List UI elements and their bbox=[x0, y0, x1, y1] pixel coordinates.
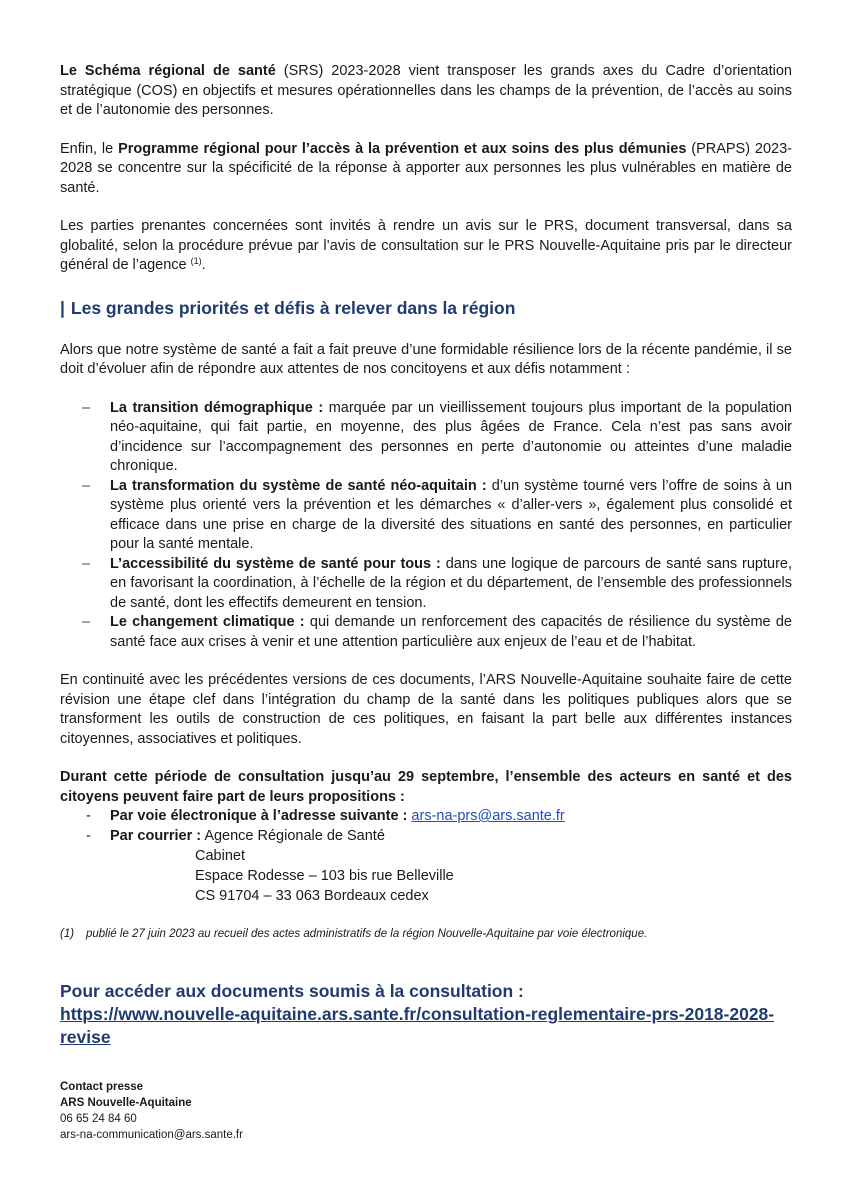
praps-prefix: Enfin, le bbox=[60, 140, 119, 157]
footnote bbox=[60, 926, 792, 942]
list-item bbox=[60, 477, 792, 555]
heading-bar: | bbox=[60, 297, 65, 318]
item-text: dans une logique de parcours de santé sans rupture, en favorisant la coordination, à l’échelle de la région et du département, de l’ensemble des professionnels de santé, dont les effectifs demeurent en tension. bbox=[110, 555, 792, 611]
dash-marker: – bbox=[82, 399, 91, 416]
praps-paragraph bbox=[60, 140, 792, 199]
access-section bbox=[60, 980, 792, 1049]
dash-marker: – bbox=[82, 614, 91, 630]
email-link[interactable]: ars-na-prs@ars.sante.fr bbox=[411, 808, 565, 824]
srs-title: Le Schéma régional de santé bbox=[60, 63, 276, 79]
email-method bbox=[60, 807, 792, 827]
mail-label: Par courrier : bbox=[110, 827, 202, 844]
list-item bbox=[60, 555, 792, 614]
item-text: qui demande un renforcement des capacités de résilience du système de santé face aux crises à venir et une attention particulière aux enjeux de l’eau et de l’habitat. bbox=[110, 614, 792, 650]
praps-title: Programme régional pour l’accès à la prévention et aux soins des plus démunies bbox=[118, 140, 687, 157]
postal-address bbox=[60, 846, 792, 906]
mail-line-1: Agence Régionale de Santé bbox=[204, 827, 385, 844]
stakeholders-paragraph bbox=[60, 217, 792, 276]
item-text: marquée par un vieillissement toujours plus important de la population néo-aquitaine, qui fait partie, en moyenne, des plus âgées de France. Cela n’est pas sans avoir d’incidence sur l’accompagnement des personnes en perte d’autonomie ou atteintes d’une maladie chronique. bbox=[110, 399, 792, 474]
heading-title: Les grandes priorités et défis à relever dans la région bbox=[70, 297, 516, 318]
contact-methods-list bbox=[60, 807, 792, 846]
item-title: Le changement climatique : bbox=[110, 614, 305, 630]
praps-text: (PRAPS) 2023-2028 se concentre sur la spécificité de la réponse à apporter aux personnes les plus vulnérables en matière de santé. bbox=[60, 140, 792, 196]
contact-phone: 06 65 24 84 60 bbox=[60, 1113, 137, 1125]
continuity-paragraph: En continuité avec les précédentes versions de ces documents, l’ARS Nouvelle-Aquitaine souhaite faire de cette révision une étape clef dans l’intégration du champ de la santé dans les politiques publiques alors que se transforment les outils de construction de ces politiques, en faisant la part belle aux différentes instances citoyennes, associatives et politiques. bbox=[60, 672, 792, 747]
srs-text: (SRS) 2023-2028 vient transposer les grands axes du Cadre d’orientation stratégique (COS) en objectifs et mesures opérationnelles dans les champs de la prévention, de l’accès au soins et de l’autonomie des personnes. bbox=[60, 63, 792, 118]
stakeholders-text: Les parties prenantes concernées sont invités à rendre un avis sur le PRS, document transversal, dans sa globalité, selon la procédure prévue par l’avis de consultation sur le PRS Nouvelle-Aquitaine pris par le directeur général de l’agence bbox=[60, 218, 792, 273]
access-title: Pour accéder aux documents soumis à la consultation : bbox=[60, 981, 524, 1001]
item-title: La transformation du système de santé néo-aquitain : bbox=[110, 477, 487, 494]
dash-marker: – bbox=[82, 477, 91, 494]
press-contact bbox=[60, 1079, 792, 1143]
document-page bbox=[60, 62, 792, 1143]
mail-line-2: Cabinet bbox=[195, 848, 245, 864]
item-text: d’un système tourné vers l’offre de soins à un système plus orienté vers la prévention et les démarches « d’aller-vers », également plus consolidé et efficace dans une prise en charge de la diversité des situations en santé des personnes, en particulier pour la santé mentale. bbox=[110, 477, 793, 552]
footnote-number: (1) bbox=[60, 928, 75, 940]
hyphen-marker: - bbox=[86, 827, 91, 844]
section-heading bbox=[60, 298, 792, 319]
dash-marker: – bbox=[82, 555, 91, 572]
mail-line-4: CS 91704 – 33 063 Bordeaux cedex bbox=[195, 888, 429, 904]
consultation-intro: Durant cette période de consultation jusqu’au 29 septembre, l’ensemble des acteurs en santé et des citoyens peuvent faire part de leurs propositions : bbox=[60, 769, 792, 805]
contact-email[interactable]: ars-na-communication@ars.sante.fr bbox=[60, 1129, 243, 1141]
list-item bbox=[60, 613, 792, 652]
hyphen-marker: - bbox=[86, 808, 91, 824]
consultation-url-link[interactable]: https://www.nouvelle-aquitaine.ars.sante.fr/consultation-reglementaire-prs-2018-2028-revise bbox=[60, 1004, 775, 1047]
list-item bbox=[60, 399, 792, 477]
contact-org: ARS Nouvelle-Aquitaine bbox=[60, 1097, 192, 1109]
srs-paragraph bbox=[60, 62, 792, 121]
priorities-lead: Alors que notre système de santé a fait a fait preuve d’une formidable résilience lors de la récente pandémie, il se doit d’évoluer afin de répondre aux attentes de nos concitoyens et aux défis notamment : bbox=[60, 341, 792, 377]
mail-method bbox=[60, 827, 792, 847]
item-title: La transition démographique : bbox=[110, 399, 324, 416]
footnote-ref[interactable]: (1) bbox=[190, 256, 202, 266]
mail-line-3: Espace Rodesse – 103 bis rue Belleville bbox=[195, 868, 454, 884]
item-title: L’accessibilité du système de santé pour tous : bbox=[110, 555, 441, 572]
email-label: Par voie électronique à l’adresse suivante : bbox=[110, 808, 408, 824]
stakeholders-end: . bbox=[201, 257, 206, 273]
priorities-list bbox=[60, 399, 792, 653]
footnote-text: publié le 27 juin 2023 au recueil des actes administratifs de la région Nouvelle-Aquitaine par voie électronique. bbox=[86, 928, 648, 940]
contact-label: Contact presse bbox=[60, 1081, 144, 1093]
